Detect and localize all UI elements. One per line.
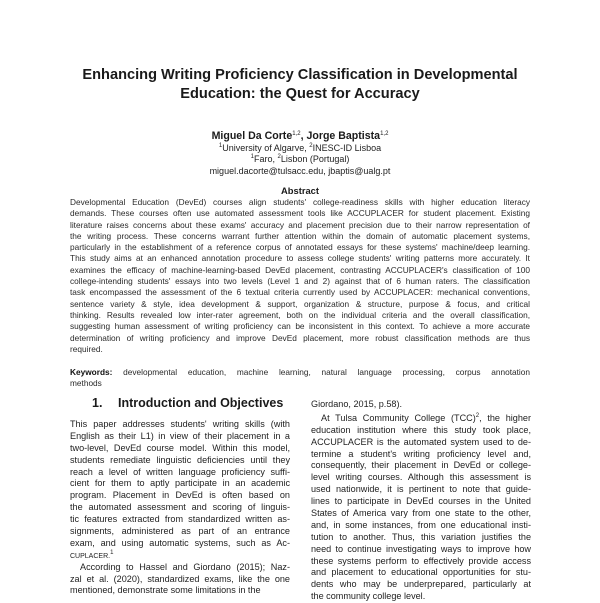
text-line: mentioned, demonstrate some limitations in the: [70, 585, 261, 596]
author-name: Jorge Baptista: [306, 130, 381, 142]
text-line: reach a level of written language proficiency suffi-: [70, 466, 290, 477]
keywords-text: developmental education, machine learning, natural language processing, corpus annotation: [112, 367, 530, 377]
text-line: these systems perform to effectively provide access: [311, 555, 531, 566]
aff-mark: 2: [309, 143, 313, 149]
small-caps-text: CUPLACER.: [70, 552, 111, 560]
text-line: suggesting human assessment of writing proficiency can be inconsistent in this context. To achieve a more accurate: [70, 321, 530, 332]
text-line: sentence variety & style, idea development & support, organization & structure, purpose & focus, and critical: [70, 298, 530, 309]
text-line: tution to another. Thus, this variation justifies the: [311, 531, 531, 542]
text-line: According to Hassel and Giordano (2015); Naz-: [80, 561, 290, 572]
text-line: [311, 413, 531, 425]
title-line: Education: the Quest for Accuracy: [180, 86, 420, 102]
section-number: 1.: [92, 396, 103, 410]
right-column: [311, 399, 531, 603]
author-separator: ,: [300, 130, 307, 142]
text-line: thinking. Results revealed low inter-rater agreement, both on the individual criteria and the overall classification,: [70, 309, 530, 320]
keywords-label: Keywords:: [70, 367, 113, 377]
text-line: the writing process. These concerns warrant further attention within the domain of automatic placement systems,: [70, 230, 530, 241]
text-line: used nationwide, it is pertinent to note that guide-: [311, 484, 531, 495]
aff-text: INESC-ID Lisboa: [312, 143, 382, 153]
text-line: dents who may be underprepared, particularly at: [311, 579, 531, 590]
text-span: At Tulsa Community College (TCC): [321, 412, 476, 423]
text-line: ACCUPLACER is the automated system used to de-: [311, 436, 531, 447]
text-line: particularly in the establishment of a reference corpus of annotated essays for these systems' machine/deep learning.: [70, 242, 530, 253]
text-line: termine a student's writing proficiency level and,: [311, 448, 531, 459]
abstract-body: [70, 197, 530, 355]
aff-text: Faro,: [253, 154, 278, 164]
text-line: required.: [70, 343, 103, 354]
affiliation-locations: [0, 154, 600, 165]
text-line: level writing courses. Although this assessment is: [311, 472, 531, 483]
text-line: consequently, their placement in DevEd or college-: [311, 460, 531, 471]
author-emails: miguel.dacorte@tulsacc.edu, jbaptis@ualg.pt: [209, 166, 391, 176]
text-line: and, in some instances, from one educational insti-: [311, 519, 531, 530]
author-affiliation-mark: 1,2: [292, 131, 301, 137]
author-affiliation-mark: 1,2: [380, 131, 389, 137]
text-line: the automated assessment and scoring of linguis-: [70, 502, 290, 513]
keywords-line: methods: [70, 378, 102, 389]
aff-mark: 2: [277, 154, 281, 160]
text-line: lines to participate in DevEd courses in the United: [311, 496, 531, 507]
text-line: task encompassed the assessment of the 6 textual criteria currently used by ACCUPLACER: mechanical conventions,: [70, 287, 530, 298]
aff-mark: 1: [218, 143, 223, 149]
text-line: program. Placement in DevEd is often based on: [70, 490, 290, 501]
text-line: literature raises concerns about these exams' accuracy and placement precision due to their narrow representation of: [70, 219, 530, 230]
text-line: need to continue investigating ways to improve how: [311, 543, 531, 554]
author-name: Miguel Da Corte: [211, 130, 293, 142]
text-line: This study aims at an enhanced annotation procedure to assess college students' writing patterns more accurately. It: [70, 253, 530, 264]
aff-text: University of Algarve,: [222, 143, 310, 153]
abstract-heading: Abstract: [280, 185, 320, 196]
text-line: exam, and using automatic systems, such as Ac-: [70, 537, 290, 548]
left-column: [70, 419, 290, 597]
paper-title: [0, 66, 600, 104]
text-line: cient for them to aptly participate in an academic: [70, 478, 290, 489]
text-line: education institution where this study took place,: [311, 424, 531, 435]
keywords: [70, 367, 530, 390]
text-line: the community college level.: [311, 591, 426, 602]
text-line: determination of writing proficiency and improve DevEd placement, more robust classification methods are thus: [70, 332, 530, 343]
text-line: and placement to educational opportunities for stu-: [311, 567, 531, 578]
aff-text: Lisbon (Portugal): [280, 154, 350, 164]
authors: [0, 130, 600, 143]
affiliation-institutions: [0, 143, 600, 154]
text-line: two-level, DevEd course model. Within this model,: [70, 442, 290, 453]
text-line: States of America vary from one state to the other,: [311, 508, 531, 519]
text-line: college-intending students' essays into two levels (Level 1 and 2) against that of 6 human raters. The classification: [70, 276, 530, 287]
aff-mark: 1: [250, 154, 254, 160]
text-line: English as their L1) in view of their placement in a: [70, 430, 290, 441]
footnote-mark: 1: [110, 549, 114, 556]
text-line: signments, administered as part of an entrance: [70, 526, 290, 537]
title-line: Enhancing Writing Proficiency Classification in Developmental: [82, 67, 518, 83]
text-line: This paper addresses students' writing skills (with: [70, 419, 290, 429]
text-line: examines the efficacy of machine-learning-based DevEd placement, contrasting ACCUPLACER's classification of 100: [70, 264, 530, 275]
text-line: zal et al. (2020), standardized exams, like the one: [70, 573, 290, 584]
footnote-mark: 2: [475, 412, 480, 419]
text-line: [70, 550, 290, 562]
text-line: tic features extracted from standardized written as-: [70, 514, 290, 525]
section-heading: [92, 395, 283, 411]
text-line: Developmental Education (DevEd) courses align students' college-readiness skills with higher education literacy: [70, 197, 530, 207]
text-span: , the higher: [479, 412, 531, 423]
text-line: students remediate linguistic deficiencies until they: [70, 454, 290, 465]
text-line: Giordano, 2015, p.58).: [311, 399, 402, 409]
text-line: demands. These courses often use automated assessment tools like ACCUPLACER for student placement. Existing: [70, 208, 530, 219]
keywords-line: [70, 367, 530, 378]
section-title: Introduction and Objectives: [118, 396, 284, 410]
